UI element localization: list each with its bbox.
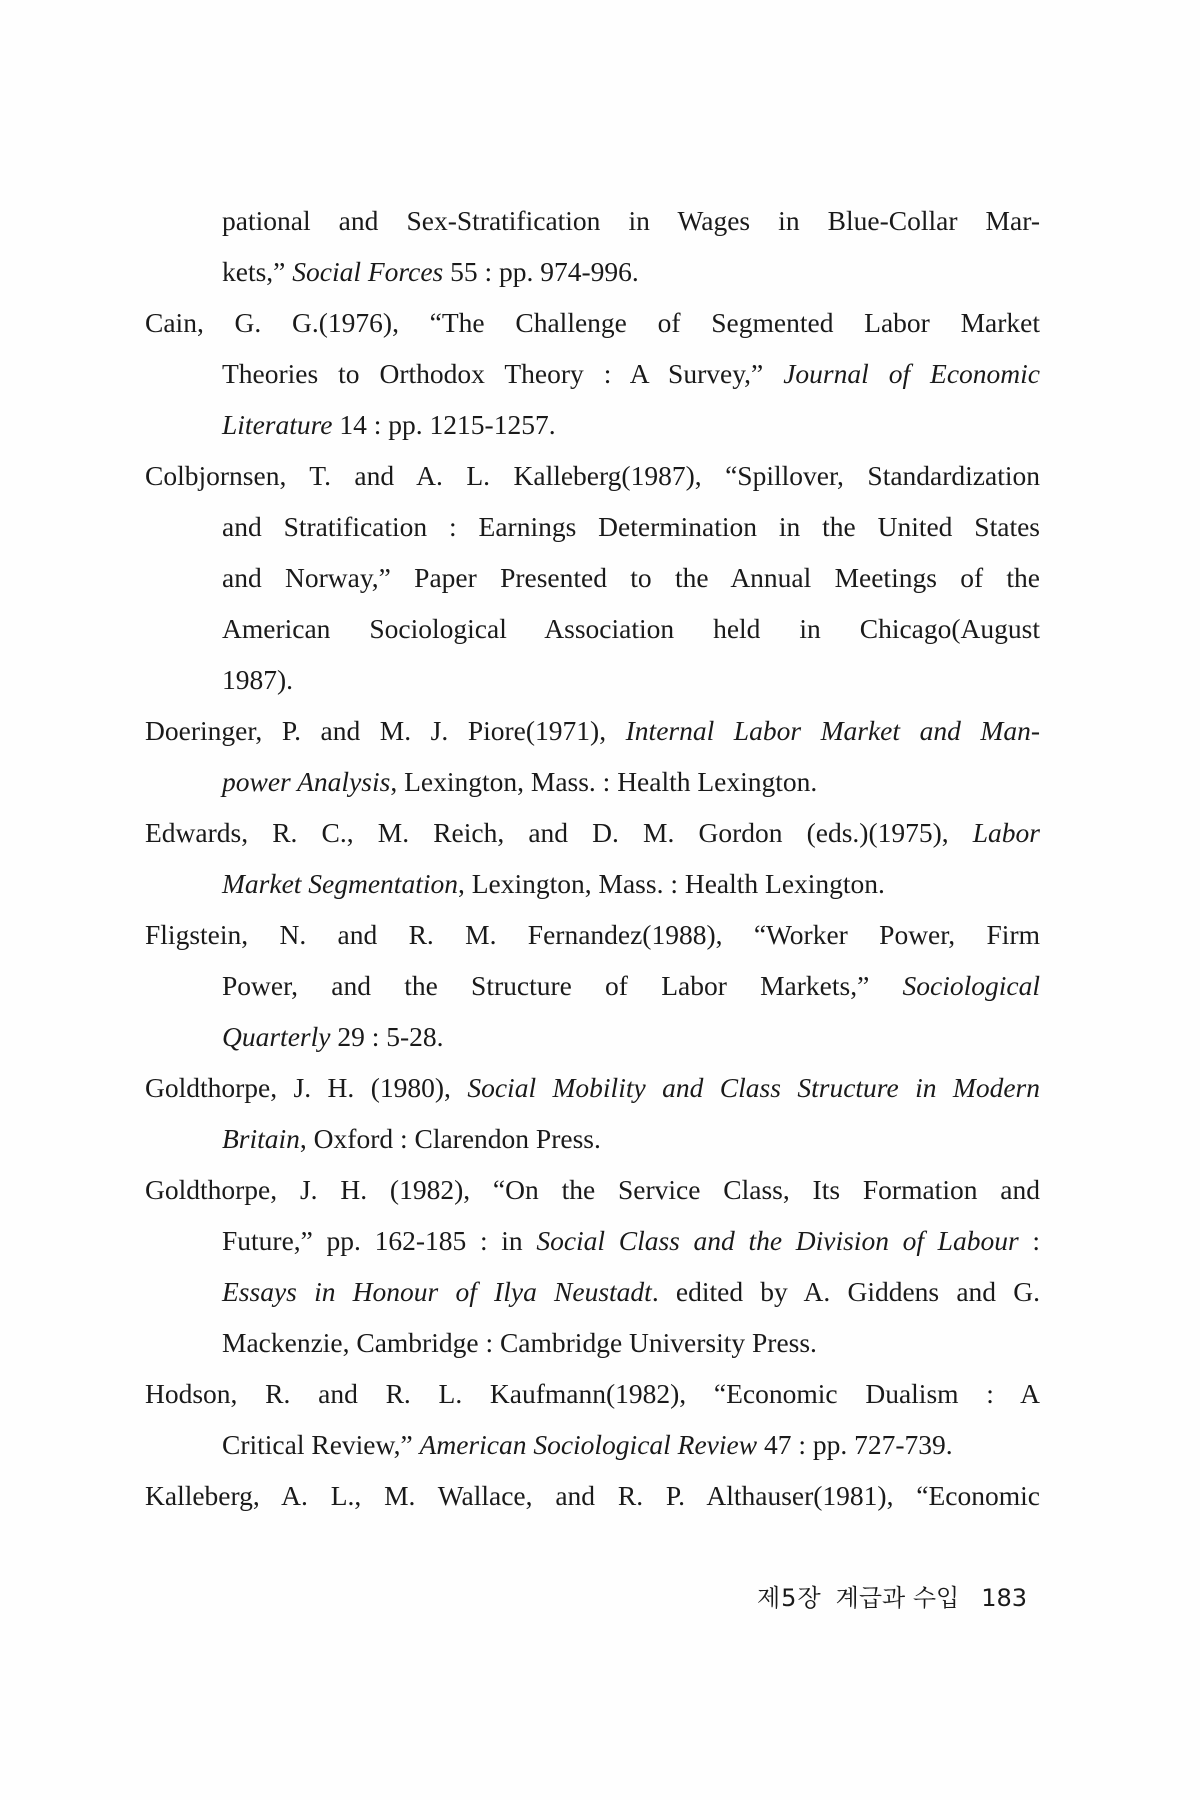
- reference-text: and Stratification : Earnings Determination in the United States: [222, 511, 1040, 542]
- reference-text: Fligstein, N. and R. M. Fernandez(1988), “Worker Power, Firm: [145, 919, 1040, 950]
- reference-entry-line: [145, 807, 1040, 858]
- italic-title-text: Journal of Economic: [783, 358, 1040, 389]
- reference-text: Theories to Orthodox Theory : A Survey,”: [222, 358, 784, 389]
- reference-continuation-line: [145, 858, 1040, 909]
- reference-text: Hodson, R. and R. L. Kaufmann(1982), “Economic Dualism : A: [145, 1378, 1040, 1409]
- reference-text: , Lexington, Mass. : Health Lexington.: [390, 766, 818, 797]
- reference-text: Power, and the Structure of Labor Markets,”: [222, 970, 903, 1001]
- reference-continuation-line: [145, 348, 1040, 399]
- italic-title-text: Quarterly: [222, 1021, 331, 1052]
- reference-text: , Lexington, Mass. : Health Lexington.: [457, 868, 885, 899]
- reference-text: Critical Review,”: [222, 1429, 420, 1460]
- reference-continuation-line: [145, 1011, 1040, 1062]
- italic-title-text: Essays in Honour of Ilya Neustadt: [222, 1276, 652, 1307]
- italic-title-text: Britain: [222, 1123, 300, 1154]
- reference-continuation-line: [145, 1419, 1040, 1470]
- chapter-title: 계급과 수입: [835, 1584, 960, 1612]
- reference-text: and Norway,” Paper Presented to the Annual Meetings of the: [222, 562, 1040, 593]
- reference-entry-line: [145, 1470, 1040, 1521]
- reference-continuation-line: [145, 1215, 1040, 1266]
- reference-text: . edited by A. Giddens and G.: [651, 1276, 1040, 1307]
- reference-text: Colbjornsen, T. and A. L. Kalleberg(1987), “Spillover, Standardization: [145, 460, 1040, 491]
- chapter-label: 제5장: [757, 1584, 822, 1612]
- reference-text: 1987).: [222, 664, 294, 695]
- italic-title-text: Internal Labor Market and Man-: [625, 715, 1040, 746]
- reference-text: American Sociological Association held in Chicago(August: [222, 613, 1040, 644]
- reference-entry-line: [145, 1164, 1040, 1215]
- italic-title-text: Sociological: [902, 970, 1040, 1001]
- reference-entry-line: [145, 705, 1040, 756]
- reference-text: Mackenzie, Cambridge : Cambridge University Press.: [222, 1327, 817, 1358]
- reference-continuation-line: [145, 756, 1040, 807]
- reference-text: Goldthorpe, J. H. (1980),: [145, 1072, 468, 1103]
- italic-title-text: Literature: [222, 409, 333, 440]
- italic-title-text: Market Segmentation: [222, 868, 458, 899]
- italic-title-text: Social Mobility and Class Structure in Modern: [467, 1072, 1040, 1103]
- page-number: 183: [981, 1584, 1028, 1612]
- reference-entry-line: [145, 450, 1040, 501]
- reference-text: Future,” pp. 162-185 : in: [222, 1225, 537, 1256]
- italic-title-text: power Analysis: [222, 766, 391, 797]
- reference-continuation-line: [145, 552, 1040, 603]
- reference-text: 47 : pp. 727-739.: [757, 1429, 953, 1460]
- reference-entry-line: [145, 297, 1040, 348]
- reference-continuation-line: [145, 195, 1040, 246]
- reference-continuation-line: [145, 1266, 1040, 1317]
- italic-title-text: Social Forces: [292, 256, 444, 287]
- reference-entry-line: [145, 909, 1040, 960]
- reference-entry-line: [145, 1062, 1040, 1113]
- reference-continuation-line: [145, 399, 1040, 450]
- reference-text: Doeringer, P. and M. J. Piore(1971),: [145, 715, 626, 746]
- reference-text: , Oxford : Clarendon Press.: [299, 1123, 601, 1154]
- reference-text: :: [1018, 1225, 1041, 1256]
- reference-entry-line: [145, 1368, 1040, 1419]
- reference-list: [145, 195, 1040, 1521]
- reference-text: Kalleberg, A. L., M. Wallace, and R. P. Althauser(1981), “Economic: [145, 1480, 1040, 1511]
- reference-text: 29 : 5-28.: [330, 1021, 444, 1052]
- reference-text: Goldthorpe, J. H. (1982), “On the Service Class, Its Formation and: [145, 1174, 1040, 1205]
- reference-continuation-line: [145, 1317, 1040, 1368]
- reference-continuation-line: [145, 1113, 1040, 1164]
- reference-continuation-line: [145, 960, 1040, 1011]
- reference-text: 55 : pp. 974-996.: [443, 256, 639, 287]
- reference-continuation-line: [145, 654, 1040, 705]
- italic-title-text: Social Class and the Division of Labour: [536, 1225, 1019, 1256]
- reference-continuation-line: [145, 501, 1040, 552]
- reference-continuation-line: [145, 246, 1040, 297]
- italic-title-text: American Sociological Review: [419, 1429, 758, 1460]
- page-footer: [757, 1578, 1027, 1613]
- reference-text: Cain, G. G.(1976), “The Challenge of Segmented Labor Market: [145, 307, 1040, 338]
- italic-title-text: Labor: [972, 817, 1040, 848]
- reference-continuation-line: [145, 603, 1040, 654]
- reference-text: kets,”: [222, 256, 293, 287]
- reference-text: pational and Sex-Stratification in Wages in Blue-Collar Mar-: [222, 205, 1040, 236]
- reference-text: Edwards, R. C., M. Reich, and D. M. Gordon (eds.)(1975),: [145, 817, 973, 848]
- reference-text: 14 : pp. 1215-1257.: [332, 409, 556, 440]
